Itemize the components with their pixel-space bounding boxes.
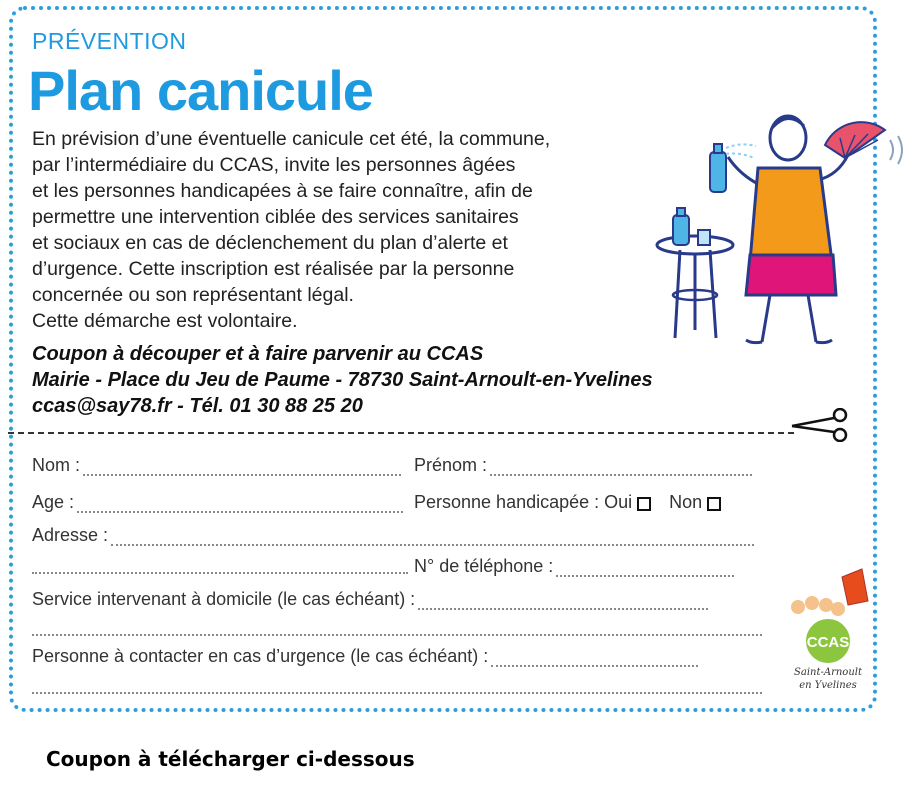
nom-label: Nom :: [32, 455, 81, 475]
telephone-label: N° de téléphone :: [414, 556, 554, 576]
service-field[interactable]: [418, 592, 708, 610]
form-row-adresse: [32, 525, 754, 546]
intro-line: En prévision d’une éventuelle canicule cet été, la commune,: [32, 128, 551, 150]
page-title: Plan canicule: [28, 59, 373, 122]
form-row-service: [32, 589, 708, 610]
form-row-service-cont: [32, 618, 762, 636]
intro-line: permettre une intervention ciblée des services sanitaires: [32, 206, 519, 228]
oui-checkbox[interactable]: [637, 497, 651, 511]
service-label: Service intervenant à domicile (le cas échéant) :: [32, 589, 416, 609]
non-checkbox[interactable]: [707, 497, 721, 511]
form-row-nom: [32, 455, 401, 476]
cut-line: [8, 432, 794, 434]
non-label: Non: [669, 492, 703, 512]
telephone-field[interactable]: [556, 559, 734, 577]
logo-line1: Saint-Arnoult: [794, 667, 862, 678]
logo-line2: en Yvelines: [799, 680, 857, 691]
intro-line: concernée ou son représentant légal.: [32, 284, 354, 306]
adresse-field[interactable]: [111, 528, 754, 546]
mairie-address: Mairie - Place du Jeu de Paume - 78730 Saint-Arnoult-en-Yvelines: [32, 369, 653, 391]
contact-field[interactable]: [491, 649, 698, 667]
form-row-age: [32, 492, 403, 513]
contact-field-line2[interactable]: [32, 676, 762, 694]
scissors-icon: [790, 408, 852, 442]
form-row-adresse-cont: [32, 556, 408, 574]
intro-line: par l’intermédiaire du CCAS, invite les personnes âgées: [32, 154, 516, 176]
form-row-telephone: [414, 556, 734, 577]
logo-badge-text: CCAS: [806, 634, 850, 651]
form-row-contact-cont: [32, 676, 762, 694]
intro-line: et les personnes handicapées à se faire connaître, afin de: [32, 180, 533, 202]
prenom-field[interactable]: [490, 458, 752, 476]
coupon-instruction: Coupon à découper et à faire parvenir au CCAS: [32, 343, 484, 365]
contact-label: Personne à contacter en cas d’urgence (le cas échéant) :: [32, 646, 489, 666]
heatwave-illustration: [640, 110, 905, 350]
intro-line: Cette démarche est volontaire.: [32, 310, 298, 332]
section-kicker: PRÉVENTION: [32, 28, 187, 54]
intro-line: d’urgence. Cette inscription est réalisée par la personne: [32, 258, 515, 280]
age-label: Age :: [32, 492, 75, 512]
adresse-field-line2[interactable]: [32, 556, 408, 574]
handicap-label: Personne handicapée : Oui: [414, 492, 633, 512]
contact-block: [32, 341, 653, 419]
download-note: Coupon à télécharger ci-dessous: [46, 747, 415, 771]
intro-paragraph: [32, 126, 652, 334]
form-row-handicap: [414, 492, 721, 513]
age-field[interactable]: [77, 495, 403, 513]
intro-line: et sociaux en cas de déclenchement du plan d’alerte et: [32, 232, 508, 254]
ccas-logo: [780, 565, 875, 695]
form-row-prenom: [414, 455, 752, 476]
form-row-contact: [32, 646, 698, 667]
prenom-label: Prénom :: [414, 455, 488, 475]
adresse-label: Adresse :: [32, 525, 109, 545]
contact-email-phone: ccas@say78.fr - Tél. 01 30 88 25 20: [32, 395, 363, 417]
service-field-line2[interactable]: [32, 618, 762, 636]
nom-field[interactable]: [83, 458, 401, 476]
